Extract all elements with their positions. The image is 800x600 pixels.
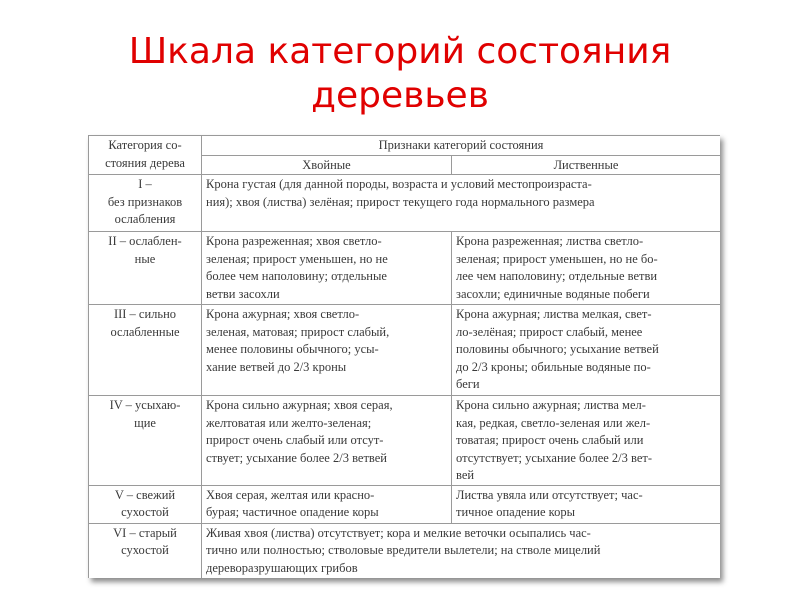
cell-line: засохли; единичные водяные побеги <box>456 286 650 301</box>
cell-line: Крона сильно ажурная; листва мел- <box>456 398 646 412</box>
cell-line: отсутствует; усыхание более 2/3 вет- <box>456 450 653 465</box>
cell-line: VI – старый <box>113 525 177 540</box>
cell-line: половины обычного; усыхание ветвей <box>456 342 659 356</box>
row-category <box>89 523 202 578</box>
cell-line: Крона разреженная; листва светло- <box>456 234 644 248</box>
cell-line: тично или полностью; стволовые вредители вылетели; на стволе мицелий <box>206 543 601 557</box>
cell-line: кая, редкая, светло-зеленая или жел- <box>456 415 651 430</box>
cell-line: II – ослаблен- <box>108 234 182 248</box>
cell-line: Крона сильно ажурная; хвоя серая, <box>206 398 393 412</box>
table-row <box>89 232 721 305</box>
row-category <box>89 232 202 305</box>
cell-line: Листва увяла или отсутствует; час- <box>456 487 643 502</box>
cell-line: III – сильно <box>113 307 177 321</box>
cell-line: ло-зелёная; прирост слабый, менее <box>456 324 643 339</box>
row-category <box>89 305 202 396</box>
cell-line: ветви засохли <box>206 286 280 301</box>
cell-line: ные <box>134 251 156 266</box>
row-signs-conifer <box>202 396 452 486</box>
cell-line: без признаков <box>107 194 183 209</box>
cell-line: щие <box>134 415 156 430</box>
row-signs-deciduous <box>452 396 721 486</box>
cell-line: ния); хвоя (листва) зелёная; прирост текущего года нормального размера <box>206 194 595 209</box>
table-row <box>89 305 721 396</box>
cell-line: до 2/3 кроны; обильные водяные по- <box>456 359 651 374</box>
slide-title-line-1: Шкала категорий состояния <box>128 31 672 72</box>
cell-line: V – свежий <box>114 487 176 502</box>
cell-line: Хвоя серая, желтая или красно- <box>206 487 375 502</box>
slide-title-line-2: деревьев <box>311 75 489 116</box>
table-row <box>89 485 721 523</box>
cell-line: менее половины обычного; усы- <box>206 342 379 356</box>
row-category <box>89 485 202 523</box>
row-signs-deciduous <box>452 232 721 305</box>
row-signs-deciduous <box>452 485 721 523</box>
header-category <box>89 136 202 175</box>
cell-line: ослабленные <box>110 324 180 339</box>
row-signs-conifer <box>202 305 452 396</box>
cell-line: I – <box>138 177 152 191</box>
slide-title <box>0 30 800 118</box>
tree-condition-table <box>88 135 720 578</box>
cell-line: IV – усыхаю- <box>109 398 181 412</box>
cell-line: дереворазрушающих грибов <box>206 560 358 575</box>
row-signs-conifer <box>202 485 452 523</box>
row-category <box>89 175 202 232</box>
row-signs-deciduous <box>452 305 721 396</box>
cell-line: Крона густая (для данной породы, возраста и условий местопроизраста- <box>206 177 592 191</box>
cell-line: тичное опадение коры <box>456 505 575 519</box>
header-category-line: стояния дерева <box>105 155 185 170</box>
header-category-line: Категория со- <box>108 138 182 152</box>
cell-line: ослабления <box>114 212 176 226</box>
cell-line: прирост очень слабый или отсут- <box>206 433 384 447</box>
cell-line: желтоватая или желто-зеленая; <box>206 415 372 430</box>
cell-line: лее чем наполовину; отдельные ветви <box>456 269 658 283</box>
table-row <box>89 523 721 578</box>
cell-line: беги <box>456 377 480 391</box>
cell-line: зеленая, матовая; прирост слабый, <box>206 324 390 339</box>
row-signs-common <box>202 175 721 232</box>
cell-line: зеленая; прирост уменьшен, но не бо- <box>456 251 658 266</box>
cell-line: сухостой <box>121 543 169 557</box>
table-row <box>89 175 721 232</box>
cell-line: сухостой <box>121 505 169 519</box>
tree-condition-table-container <box>88 135 720 578</box>
cell-line: Живая хвоя (листва) отсутствует; кора и мелкие веточки осыпались час- <box>206 525 591 540</box>
cell-line: зеленая; прирост уменьшен, но не <box>206 251 388 266</box>
table-row <box>89 396 721 486</box>
cell-line: вей <box>456 468 475 482</box>
row-category <box>89 396 202 486</box>
cell-line: хание ветвей до 2/3 кроны <box>206 359 347 374</box>
cell-line: Крона ажурная; листва мелкая, свет- <box>456 307 652 321</box>
cell-line: бурая; частичное опадение коры <box>206 505 379 519</box>
cell-line: Крона ажурная; хвоя светло- <box>206 307 360 321</box>
header-conifer: Хвойные <box>202 155 452 175</box>
cell-line: Крона разреженная; хвоя светло- <box>206 234 382 248</box>
cell-line: товатая; прирост очень слабый или <box>456 433 644 447</box>
header-signs: Признаки категорий состояния <box>202 136 721 156</box>
row-signs-conifer <box>202 232 452 305</box>
row-signs-common <box>202 523 721 578</box>
cell-line: ствует; усыхание более 2/3 ветвей <box>206 450 387 465</box>
cell-line: более чем наполовину; отдельные <box>206 269 387 283</box>
header-deciduous: Лиственные <box>452 155 721 175</box>
